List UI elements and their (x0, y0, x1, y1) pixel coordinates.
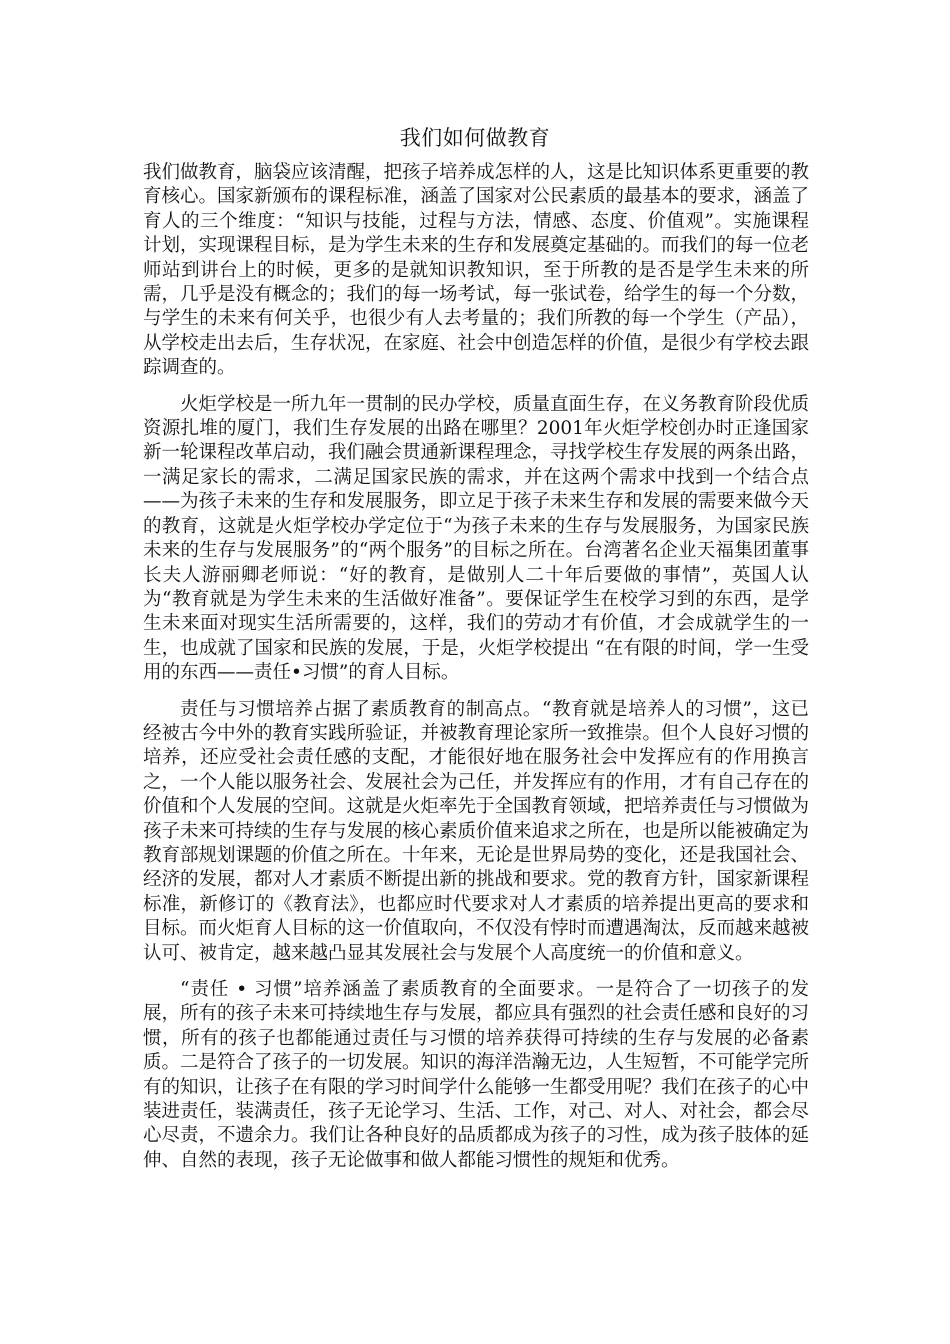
document-body (143, 161, 809, 1185)
paragraph-4: “责任 • 习惯”培养涵盖了素质教育的全面要求。一是符合了一切孩子的发展，所有的孩子未来可持续地生存与发展，都应具有强烈的社会责任感和良好的习惯，所有的孩子也都能通过责任与习惯的培养获得可持续的生存与发展的必备素质。二是符合了孩子的一切发展。知识的海洋浩瀚无边，人生短暂，不可能学完所有的知识，让孩子在有限的学习时间学什么能够一生都受用呢？我们在孩子的心中装进责任，装满责任，孩子无论学习、生活、工作，对己、对人、对社会，都会尽心尽责，不遗余力。我们让各种良好的品质都成为孩子的习性，成为孩子肢体的延伸、自然的表现，孩子无论做事和做人都能习惯性的规矩和优秀。 (143, 979, 810, 1171)
paragraph-1: 我们做教育，脑袋应该清醒，把孩子培养成怎样的人，这是比知识体系更重要的教育核心。国家新颁布的课程标准，涵盖了国家对公民素质的最基本的要求，涵盖了育人的三个维度：“知识与技能，过程与方法，情感、态度、价值观”。实施课程计划，实现课程目标，是为学生未来的生存和发展奠定基础的。而我们的每一位老师站到讲台上的时候，更多的是就知识教知识，至于所教的是否是学生未来的所需，几乎是没有概念的；我们的每一场考试，每一张试卷，给学生的每一个分数，与学生的未来有何关乎，也很少有人去考量的；我们所教的每一个学生（产品），从学校走出去后，生存状况，在家庭、社会中创造怎样的价值，是很少有学校去跟踪调查的。 (143, 162, 810, 379)
paragraph-3: 责任与习惯培养占据了素质教育的制高点。“教育就是培养人的习惯”，这已经被古今中外的教育实践所验证，并被教育理论家所一致推崇。但个人良好习惯的培养，还应受社会责任感的支配，才能很好地在服务社会中发挥应有的作用换言之，一个人能以服务社会、发展社会为己任，并发挥应有的作用，才有自己存在的价值和个人发展的空间。这就是火炬率先于全国教育领域，把培养责任与习惯做为孩子未来可持续的生存与发展的核心素质价值来追求之所在，也是所以能被确定为教育部规划课题的价值之所在。十年来，无论是世界局势的变化，还是我国社会、经济的发展，都对人才素质不断提出新的挑战和要求。党的教育方针，国家新课程标准，新修订的《教育法》，也都应时代要求对人才素质的培养提出更高的要求和目标。而火炬育人目标的这一价值取向，不仅没有悖时而遭遇淘汰，反而越来越被认可、被肯定，越来越凸显其发展社会与发展个人高度统一的价值和意义。 (143, 698, 810, 964)
paragraph-2: 火炬学校是一所九年一贯制的民办学校，质量直面生存，在义务教育阶段优质资源扎堆的厦门，我们生存发展的出路在哪里？2001年火炬学校创办时正逢国家新一轮课程改革启动，我们融会贯通新课程理念，寻找学校生存发展的两条出路，一满足家长的需求，二满足国家民族的需求，并在这两个需求中找到一个结合点——为孩子未来的生存和发展服务，即立足于孩子未来生存和发展的需要来做今天的教育，这就是火炬学校办学定位于“为孩子未来的生存与发展服务，为国家民族未来的生存与发展服务”的“两个服务”的目标之所在。台湾著名企业天福集团董事长夫人游丽卿老师说：“好的教育，是做别人二十年后要做的事情”，英国人认为“教育就是为学生未来的生活做好准备”。要保证学生在校学习到的东西，是学生未来面对现实生活所需要的，这样，我们的劳动才有价值，才会成就学生的一生，也成就了国家和民族的发展，于是，火炬学校提出 “在有限的时间，学一生受用的东西——责任•习惯”的育人目标。 (143, 393, 810, 684)
document-title: 我们如何做教育 (399, 126, 551, 150)
